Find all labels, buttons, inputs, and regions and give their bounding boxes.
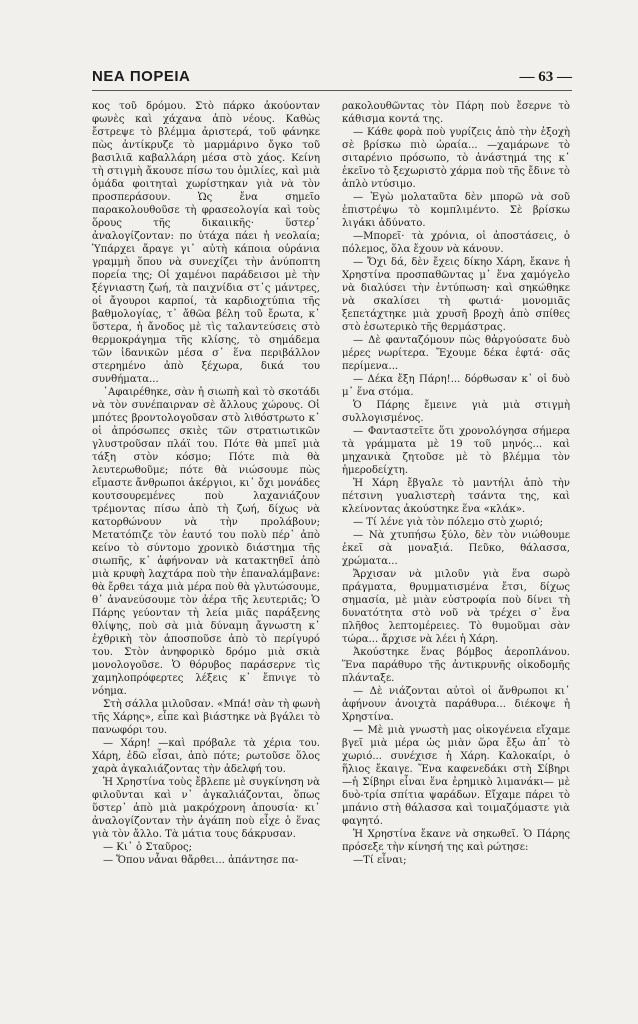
journal-title: ΝΕΑ ΠΟΡΕΙΑ: [92, 68, 191, 85]
paragraph: Στὴ σάλλα μιλοῦσαν. «Μπά! σὰν τὴ φωνὴ τῆς Χάρης», εἶπε καὶ βιάστηκε νὰ βγάλει τὸ πανωφόρι του.: [92, 699, 320, 736]
text-column-right: [342, 100, 570, 970]
paragraph: — Ὅπου νἆναι θἄρθει... ἀπάντησε πα-: [103, 855, 299, 866]
paragraph: — Δὲ φανταζόμουν πὼς θἀργούσατε δυὸ μέρες νωρίτερα. Ἔχουμε δέκα ἐφτά· σᾶς περίμενα...: [342, 335, 570, 372]
paragraph: — Ἐγὼ μολαταῦτα δὲν μπορῶ νὰ σοῦ ἐπιστρέψω τὸ κομπλιμέντο. Σὲ βρίσκω λιγάκι ἀδύνατο.: [342, 192, 570, 229]
paragraph: — Χάρη! —καὶ πρόβαλε τὰ χέρια του. Χάρη, ἐδῶ εἶσαι, ἀπὸ πότε; ρωτοῦσε ὅλος χαρὰ ἀγκαλιάζοντας τὴν ἀδελφή του.: [92, 738, 320, 775]
paragraph: —Τί εἶναι;: [353, 855, 407, 866]
paragraph: Ἀκούστηκε ἕνας βόμβος ἀεροπλάνου. Ἕνα παράθυρο τῆς ἀντικρυνῆς οἰκοδομῆς πλάνταξε.: [342, 647, 570, 684]
paragraph: — Δέκα ἔξη Πάρη!... δόρθωσαν κ᾽ οἱ δυὸ μ᾽ ἕνα στόμα.: [342, 374, 570, 398]
page-number: — 63 —: [519, 69, 572, 85]
paragraph: —Μπορεῖ· τὰ χρόνια, οἱ ἀποστάσεις, ὁ πόλεμος, ὅλα ἔχουν νὰ κάνουν.: [342, 231, 570, 255]
paragraph: — Φανταστεῖτε ὅτι χρονολόγησα σήμερα τὰ γράμματα μὲ 19 τοῦ μηνός... καὶ μηχανικὰ ζητοῦσε μὲ τὸ βλέμμα τὸν ἡμεροδείχτη.: [342, 426, 570, 476]
paragraph: — Νὰ χτυπήσω ξύλο, δὲν τὸν νιώθουμε ἐκεῖ σὰ μοναξιά. Πεῦκο, θάλασσα, χρώματα...: [342, 530, 570, 567]
paragraph: ρακολουθῶντας τὸν Πάρη ποὺ ἔσερνε τὸ κάθισμα κοντά της.: [342, 101, 570, 125]
header-rule: [92, 90, 572, 91]
running-head: [92, 68, 572, 86]
text-column-left: [92, 100, 320, 970]
paragraph: Ὁ Πάρης ἔμεινε γιὰ μιὰ στιγμὴ συλλογισμένος.: [342, 400, 570, 424]
paragraph: Ἡ Χάρη ἔβγαλε τὸ μαντήλι ἀπὸ τὴν πέτσινη γυαλιστερὴ τσάντα της, καὶ κλείνοντας ἀκούστηκε ἕνα «κλάκ».: [342, 478, 570, 515]
paragraph: Ἄρχισαν νὰ μιλοῦν γιὰ ἕνα σωρὸ πράγματα, θρυμματισμένα ἔτσι, δίχως σημασία, μὲ μιὰν εὐστροφία ποὺ δίνει τὴ δυνατότητα στὸ νοῦ νὰ τρέχει σ᾽ ἕνα πλῆθος λεπτομέρειες. Τὸ θυμοῦμαι σὰν τώρα... ἄρχισε νὰ λέει ἡ Χάρη.: [342, 569, 570, 645]
paragraph: Ἡ Χρηστίνα τοὺς ἔβλεπε μὲ συγκίνηση νὰ φιλοῦνται καὶ ν᾽ ἀγκαλιάζονται, ὅπως ὕστερ᾽ ἀπὸ μιὰ μακρόχρονη ἀπουσία· κι᾽ ἀναλογίζονταν τὴν ἀγάπη ποὺ εἶχε ὁ ἕνας γιὰ τὸν ἄλλο. Τὰ μάτια τους δάκρυσαν.: [92, 777, 320, 840]
paragraph: — Τί λένε γιὰ τὸν πόλεμο στὸ χωριό;: [353, 517, 544, 528]
paragraph: — Κι᾽ ὁ Σταῦρος;: [103, 842, 193, 853]
paragraph: Ἡ Χρηστίνα ἔκανε νὰ σηκωθεῖ. Ὁ Πάρης πρόσεξε τὴν κίνησή της καὶ ρώτησε:: [342, 829, 570, 853]
paragraph: — Ὄχι δά, δὲν ἔχεις δίκηο Χάρη, ἔκανε ἡ Χρηστίνα προσπαθῶντας μ᾽ ἕνα χαμόγελο νὰ διαλύσει τὴν ἐντύπωση· καὶ σηκώθηκε νὰ σκαλίσει τὴ φωτιά· μονομιᾶς ξεπετάχτηκε μιὰ χρυσῆ βροχὴ ἀπὸ σπίθες στὸ ἐσωτερικὸ τῆς θερμάστρας.: [342, 257, 570, 333]
paragraph: — Κάθε φορὰ ποὺ γυρίζεις ἀπὸ τὴν ἐξοχὴ σὲ βρίσκω πιὸ ὡραία... —χαμάρωνε τὸ σιταρένιο πρόσωπο, τὸ ἀνάστημά της κ᾽ ἐκεῖνο τὸ ξεχωριστὸ χάρμα ποὺ τῆς ἔδινε τὸ ἀπλὸ ντύσιμο.: [342, 127, 570, 190]
paragraph: κος τοῦ δρόμου. Στὸ πάρκο ἀκούονταν φωνὲς καὶ χάχανα ἀπὸ νέους. Καθὼς ἔστρεψε τὸ βλέμμα ἀριστερά, τοῦ φάνηκε πὼς ἀντίκρυζε τὸ μαρμάρινο ὄγκο τοῦ βασιλιᾶ καβαλλάρη μέσα στὸ χάος. Κείνη τὴ στιγμὴ ἄκουσε πίσω του ὁμιλίες, καὶ μιὰ ὁμάδα φοιτηταὶ χωρίστηκαν γιὰ νὰ τὸν προσπεράσουν. Ὡς ἔνα σημεῖο παρακολουθοῦσε τὴ φρασεολογία καὶ τοὺς ὅρους τῆς δικαιικῆς· ὕστερ᾽ ἀναλογίζονταν: πο ὑτάχα πάει ἡ νεολαία; Ὑπάρχει ἄραγε γι᾽ αὐτὴ κάποια οὐράνια γραμμὴ ὅπου νὰ συνεχίζει τὴν ἀνύποπτη πορεία της; Οἱ χαμένοι παράδεισοι μὲ τὴν ξέγνιαστη ζωή, τὰ παιχνίδια στ᾽ς μάντρες, οἱ ἄγουροι καρποί, τὰ καρδιοχτύπια τῆς βαθμολογίας, τ᾽ ἄθῶα βέλη τοῦ ἔρωτα, κ᾽ ὕστερα, ἡ ἄνοδος μὲ τὶς ταλαντεύσεις στὸ θερμοκράγημα τῆς κλίσης, τὸ σημάδεμα τῶν ἰδανικῶν μέσα σ᾽ ἕνα περιβάλλον στερημένο ἀπὸ ξέχωρα, δικά του συνθήματα...: [92, 101, 320, 385]
paragraph: ᾽Αφαιρέθηκε, σὰν ἡ σιωπὴ καὶ τὸ σκοτάδι νὰ τὸν συνέπαιρναν σὲ ἄλλους χώρους. Οἱ μπότες βροντολογοῦσαν στὸ λιθόστρωτο κ᾽ οἱ ἀπρόσωπες σκιὲς τῶν στρατιωτικῶν γλυστροῦσαν πλάϊ του. Πότε θὰ μπεῖ μιὰ τάξη στὸν κόσμο; Πότε πιὰ θὰ λευτερωθοῦμε; πότε θὰ νιώσουμε πὼς εἴμαστε ἄνθρωποι ἀκέργιοι, κι᾽ ὄχι μονάδες κουτσουρεμένες ποὺ λαχανιάζουν τρέμοντας πίσω ἀπὸ τὴ ζωή, δίχως νὰ κατορθώνουν νὰ τὴν προλάβουν; Μετατόπιζε τὸν ἑαυτό του πολὺ πέρ᾽ ἀπὸ κείνο τὸ σύντομο χρονικὸ διάστημα τῆς σιωπῆς, κ᾽ ἀφήνοναν νὰ κατακτηθεῖ ἀπὸ μιὰ κρυφὴ λαχτάρα ποὺ τὴν ἐπαναλάμβανε: θὰ ἔρθει τάχα μιὰ μέρα ποὺ θὰ γλυτώσουμε, θ᾽ ἀνανεύσουμε τὸν ἀέρα τῆς λευτεριᾶς; Ὁ Πάρης γεύονταν τὴ λεία μιᾶς παράξενης θλίψης, ποὺ σὰ μιὰ δύναμη ἄγνωστη κ᾽ ἐχθρικὴ τὸν ἀποσποῦσε ἀπὸ τὸ περίγυρό του. Στὸν ἀνηφορικὸ δρόμο μιὰ σκιὰ μονολογοῦσε. Ὁ θόρυβος παράσερνε τὶς χαμηλοπρόφερτες λέξεις κ᾽ ἔπνιγε τὸ νόημα.: [92, 387, 320, 697]
paragraph: — Μὲ μιὰ γνωστὴ μας οἰκογένεια εἴχαμε βγεῖ μιὰ μέρα ὡς μιὰν ὥρα ἔξω ἀπ᾽ τὸ χωριό... συνέχισε ἡ Χάρη. Καλοκαίρι, ὁ ἥλιος ἔκαιγε. Ἕνα καφενεδάκι στὴ Σίβηρι —ἡ Σίβηρι εἶναι ἕνα ἐρημικὸ λιμανάκι— μὲ δυὸ-τρία σπίτια ψαράδων. Εἴχαμε πάρει τὸ μπάνιο στὴ θάλασσα καὶ τοιμαζόμαστε γιὰ φαγητό.: [342, 725, 570, 827]
paragraph: — Δὲ νιάζονται αὐτοὶ οἱ ἄνθρωποι κι᾽ ἀφήνουν ἀνοιχτὰ παράθυρα... διέκοψε ἡ Χρηστίνα.: [342, 686, 570, 723]
